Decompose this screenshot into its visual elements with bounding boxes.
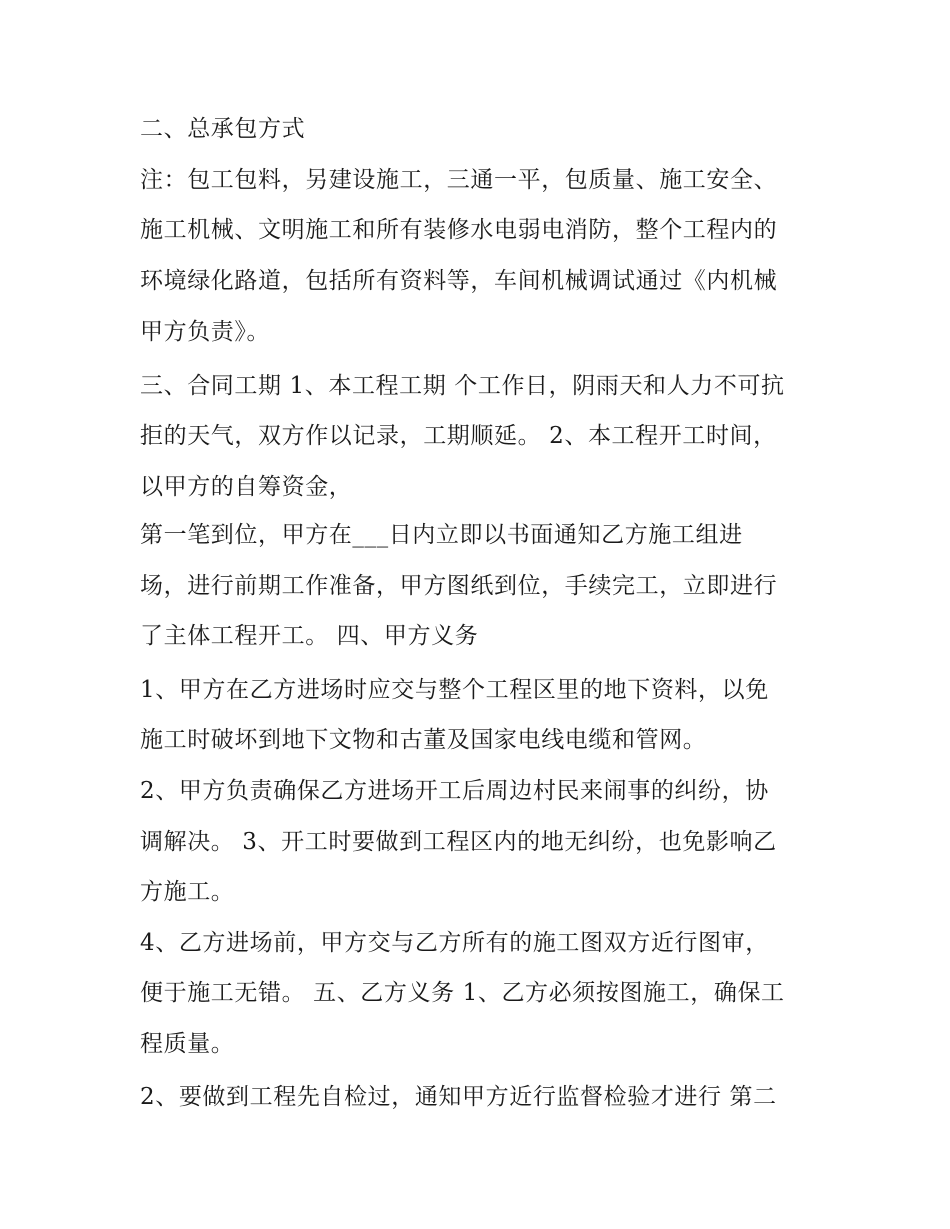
paragraph-line: 拒的天气，双方作以记录，工期顺延。 2、本工程开工时间， — [140, 423, 777, 449]
heading-party-b-obligations: 便于施工无错。 五、乙方义务 1、乙方必须按图施工，确保工 — [140, 980, 785, 1006]
paragraph-line: 甲方负责》。 — [140, 319, 271, 345]
list-item: 2、要做到工程先自检过，通知甲方近行监督检验才进行 第二 — [140, 1084, 777, 1110]
heading-contract-method: 二、总承包方式 — [140, 116, 306, 142]
paragraph-line: 注：包工包料，另建设施工，三通一平，包质量、施工安全、 — [140, 167, 778, 193]
paragraph-line: 环境绿化路道，包括所有资料等，车间机械调试通过《内机械 — [140, 268, 778, 294]
paragraph-line: 方施工。 — [140, 879, 235, 905]
list-item: 2、甲方负责确保乙方进场开工后周边村民来闹事的纠纷，协 — [140, 778, 769, 804]
paragraph-line: 以甲方的自筹资金， — [140, 474, 353, 500]
heading-party-a-obligations: 了主体工程开工。 四、甲方义务 — [140, 623, 479, 649]
list-item: 1、甲方在乙方进场时应交与整个工程区里的地下资料，以免 — [140, 677, 769, 703]
paragraph-line: 程质量。 — [140, 1031, 235, 1057]
paragraph-line: 第一笔到位，甲方在___日内立即以书面通知乙方施工组进 — [140, 522, 743, 548]
list-item: 4、乙方进场前，甲方交与乙方所有的施工图双方近行图审， — [140, 930, 769, 956]
paragraph-line: 场，进行前期工作准备，甲方图纸到位，手续完工，立即进行 — [140, 573, 778, 599]
paragraph-line: 施工时破坏到地下文物和古董及国家电线电缆和管网。 — [140, 727, 707, 753]
heading-contract-period: 三、合同工期 1、本工程工期 个工作日，阴雨天和人力不可抗 — [140, 373, 785, 399]
paragraph-line: 施工机械、文明施工和所有装修水电弱电消防，整个工程内的 — [140, 217, 778, 243]
paragraph-line: 调解决。 3、开工时要做到工程区内的地无纠纷，也免影响乙 — [140, 829, 777, 855]
